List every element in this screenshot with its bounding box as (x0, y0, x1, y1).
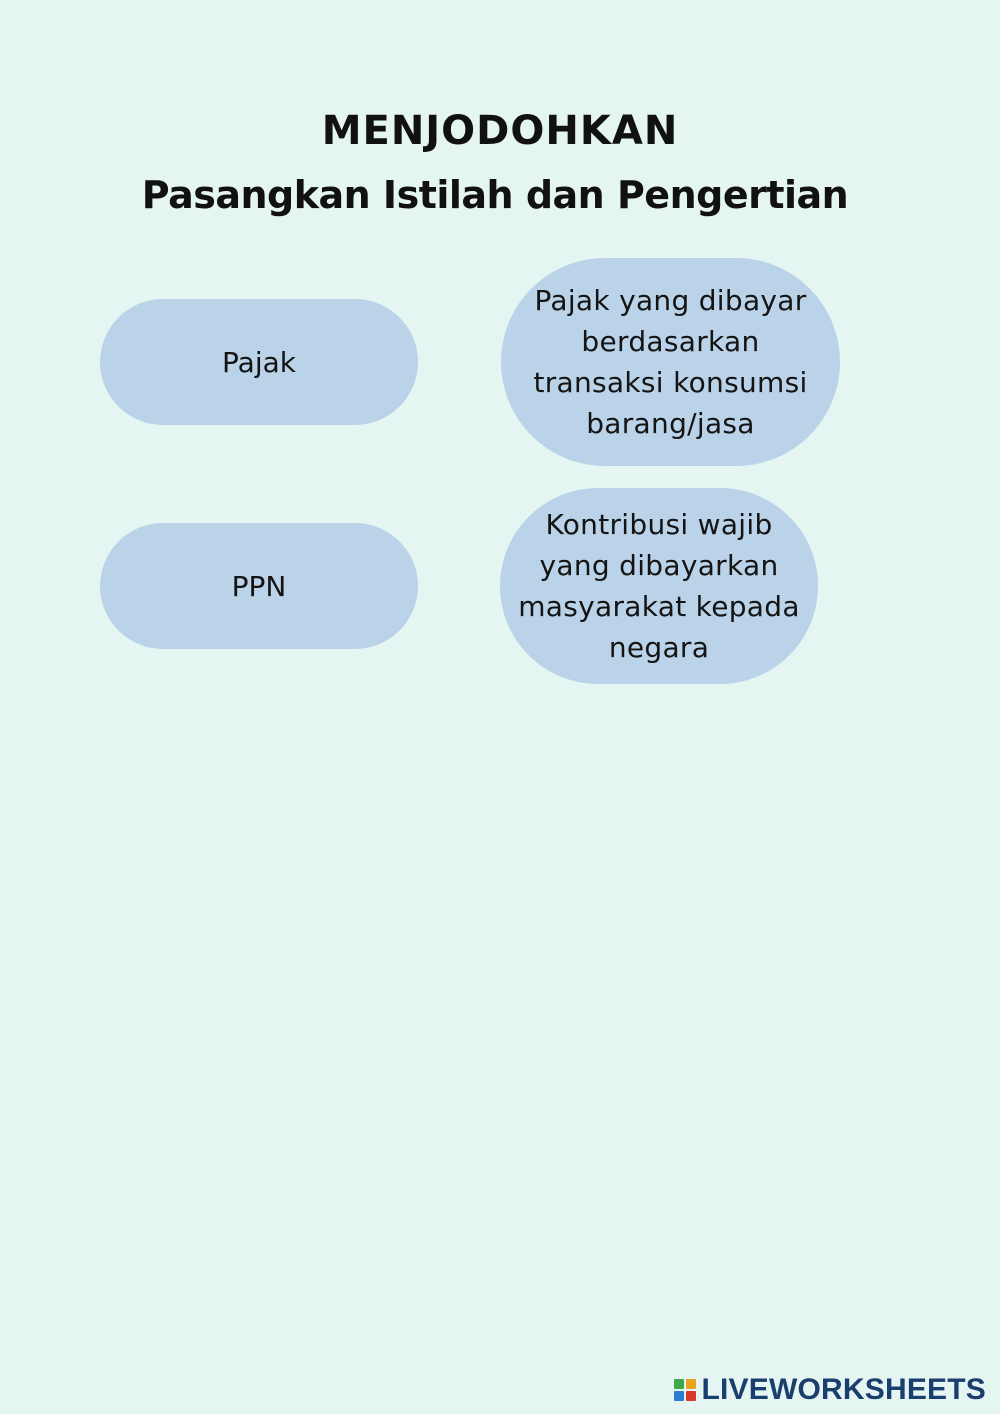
term-card-pajak[interactable] (100, 299, 418, 425)
logo-square-blue (674, 1391, 684, 1401)
term-card-ppn[interactable] (100, 523, 418, 649)
logo-square-orange (686, 1379, 696, 1389)
definition-text: Kontribusi wajib yang dibayarkan masyarakat kepada negara (518, 508, 800, 664)
definition-card-2[interactable] (500, 488, 818, 684)
logo-square-red (686, 1391, 696, 1401)
page-title: MENJODOHKAN (321, 108, 679, 154)
term-label: PPN (231, 569, 287, 603)
brand-name: LIVEWORKSHEETS (701, 1373, 986, 1406)
term-label: Pajak (222, 345, 296, 379)
page-subtitle: Pasangkan Istilah dan Pengertian (141, 173, 849, 217)
definition-text: Pajak yang dibayar berdasarkan transaksi konsumsi barang/jasa (533, 284, 808, 440)
liveworksheets-logo-icon (674, 1379, 696, 1401)
logo-square-green (674, 1379, 684, 1389)
liveworksheets-brand (674, 1373, 987, 1407)
definition-card-1[interactable] (501, 258, 840, 466)
